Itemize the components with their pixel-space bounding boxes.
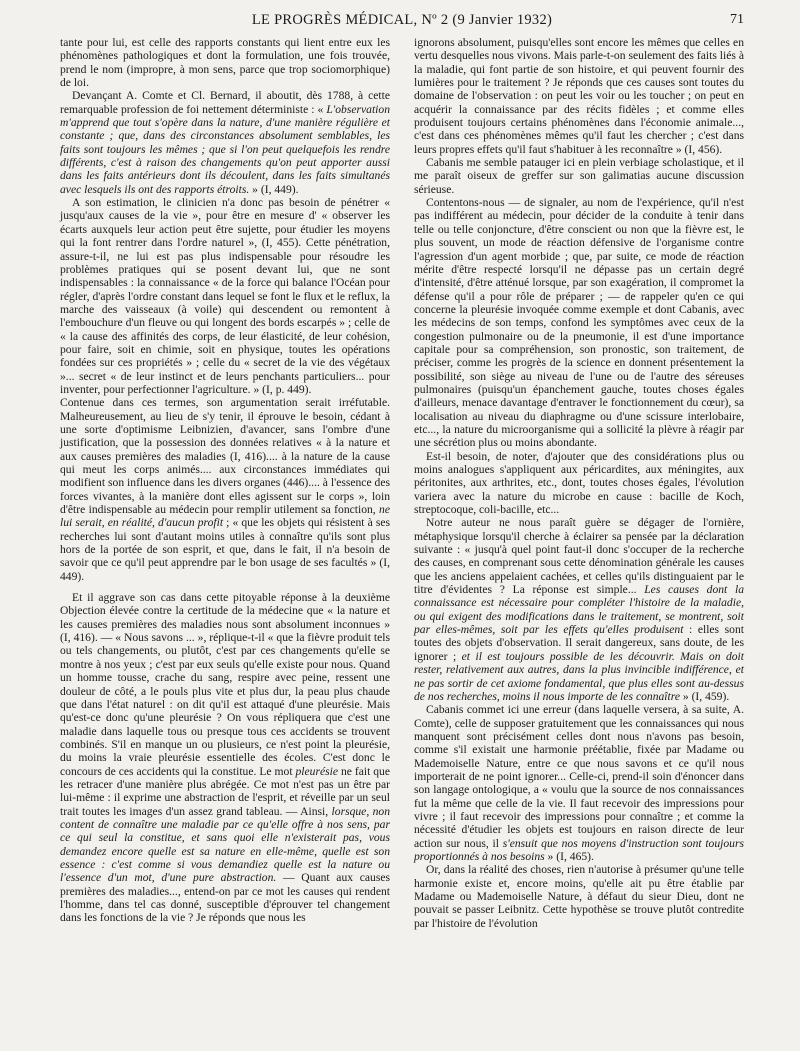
text-columns [60,36,744,930]
running-header [60,10,744,36]
text-run: » (I, 459). [679,689,730,703]
paragraph [60,36,390,89]
text-run: » (I, 465). [544,849,594,863]
paragraph [414,516,744,703]
left-column [60,36,390,930]
text-run: Est-il besoin, de noter, d'ajouter que des considérations plus ou moins analogues s'appliquent aux péricardites, aux méningites, aux péritonites, aux arthrites, etc., dont, toutes choses égales, l'évolution variera avec la nature du microbe en cause : bacille de Koch, streptocoque, coli-bacille, etc... [414,449,744,517]
paragraph [414,703,744,863]
text-run: ; « que les objets qui résistent à ses recherches lui sont d'autant moins utiles à connaître qu'ils sont plus hors de la portée de son esprit, et que, dans le fait, il n'a besoin de savoir que ce qu'il peut apprendre par le bon usage de ses facultés » (I, 449). [60,516,390,583]
text-run: Cabanis me semble patauger ici en plein verbiage scholastique, et il me paraît oiseux de greffer sur son galimatias aucune discussion sérieuse. [414,156,744,196]
text-run: » (I, 449). [249,182,299,196]
paragraph [60,591,390,925]
text-run: Or, dans la réalité des choses, rien n'autorise à présumer qu'une telle harmonie existe et, encore moins, qu'elle ait pu être établie par Madame ou Mademoiselle Nature, à défaut du sieur Dieu, dont ne pouvait se passer Leibnitz. Cette hypothèse se trouve plutôt contredite par l'histoire de l'évolution [414,863,744,930]
paragraph [60,396,390,583]
paragraph [60,89,390,196]
text-run: ne fait que les retracer d'une manière plus abrégée. Ce mot n'est pas un être par lui-même : il exprime une abstraction de l'esprit, et réveille par un seul trait toutes les images d'un assez grand tableau. — Ainsi, [60,764,390,818]
italic-text: pleurésie [295,764,338,778]
text-run: Contenue dans ces termes, son argumentation serait irréfutable. Malheureusement, au lieu de s'y tenir, il éprouve le besoin, cédant à une sorte d'optimisme Leibnizien, d'avancer, sans l'ombre d'une justification, que la possession des données relatives « à la nature et aux causes premières des maladies (I, 416).... à la nature de la cause qui meut les corps animés.... aux circonstances immédiates qui modifient son influence dans les divers organes (446).... à l'essence des forces vivantes, à la manière dont elles agissent sur le corps », loin d'être indispensable au médecin pour remplir utilement sa fonction, [60,396,390,517]
text-run: : elles sont toutes des objets d'observation. Il serait dangereux, sans doute, de les ignorer ; [414,623,744,663]
italic-text: ne lui serait, en réalité, d'aucun profit [60,503,390,530]
italic-text: L'observation m'apprend que tout s'opère dans la nature, d'une manière régulière et constante ; que, dans des circonstances absolument semblables, les faits sont toujours les mêmes ; que si l'on peut quelquefois les rendre différents, c'est à raison des changements qu'on peut apporter aussi dans les faits antérieurs dont ils découlent, dans les faits simultanés avec lesquels ils ont des rapports étroits. [60,102,390,196]
text-run: Contentons-nous — de signaler, au nom de l'expérience, qu'il n'est pas indifférent au médecin, pour décider de la conduite à tenir dans telle ou telle conjoncture, d'être conscient ou non que la fièvre est, le plus souvent, un mode de réaction défensive de l'organisme contre l'agression d'un agent morbide ; que, par suite, ce mode de réaction mérite d'être respecté lorsqu'il ne dépasse pas un certain degré d'intensité, d'être atténué lorsque, par son exagération, il compromet la défense qu'il a pour rôle de préparer ; — de rappeler qu'en ce qui concerne la pleurésie invoquée comme exemple et dont Cabanis, avec les médecins de son temps, confond les symptômes avec ceux de la congestion pulmonaire ou de la pneumonie, il est d'une importance capitale pour sa compréhension, son pronostic, son traitement, de préciser, comme les progrès de la science en donnent présentement la possibilité, son siège au niveau de l'une ou de l'autre des séreuses pulmonaires (puisqu'un épanchement gauche, toutes choses égales d'ailleurs, menace davantage d'entraver le fonctionnement du cœur), sa localisation au niveau du diaphragme ou d'une scissure interlobaire, etc..., la nature du microorganisme qui a sollicité la plèvre à réagir par une sécrétion plus ou moins abondante. [414,196,744,450]
paragraph [414,36,744,156]
paragraph [414,450,744,517]
text-run: ignorons absolument, puisqu'elles sont encore les mêmes que celles en vertu desquelles nous vivons. Mais parle-t-on seulement des faits liés à la maladie, qui font partie de son histoire, et qui peuvent fournir des lumières pour le traitement ? Je réponds que ces causes sont toutes du domaine de l'observation : on peut les voir ou les toucher ; on peut en acquérir la connaissance par des récits fidèles ; et comme elles produisent toujours certains phénomènes dans l'économie animale..., c'est dans ces phénomènes mêmes qu'il faut les chercher ; c'est dans leurs propres effets qu'il faut s'habituer à les reconnaître » (I, 456). [414,36,744,156]
paragraph [414,863,744,930]
text-run: — Quant aux causes premières des maladies..., entend-on par ce mot les causes qui rendent l'homme, dans tel cas donné, susceptible d'éprouver tel changement dans les fonctions de la vie ? Je réponds que nous les [60,871,390,925]
paragraph [414,156,744,196]
italic-text: lorsque, non content de connaître une maladie par ce qu'elle offre à nos sens, par ce qui seul la constitue, et sans quoi elle n'existerait pas, vous demandez encore quelle est sa nature en elle-même, quelle est son essence : c'est comme si vous demandiez quelle est la nature ou l'essence d'un mot, d'une pure abstraction. [60,804,390,885]
text-run: Et il aggrave son cas dans cette pitoyable réponse à la deuxième Objection élevée contre la certitude de la médecine que « la nature et les causes premières des maladies nous sont absolument inconnues » (I, 416). — « Nous savons ... », réplique-t-il « que la fièvre produit tels ou tels changements, ou plutôt, c'est par ces changements qu'elle se montre à nos yeux ; c'est par eux seuls qu'elle existe pour nous. Quand un homme tousse, crache du sang, respire avec peine, ressent une douleur de côté, a le pouls plus vite et plus dur, la peau plus chaude que dans l'état naturel : on dit qu'il est attaqué d'une pleurésie. Mais qu'est-ce donc qu'une pleurésie ? On vous répliquera que c'est une maladie dans laquelle tous ou presque tous ces accidents se trouvent combinés. S'il en manque un ou plusieurs, ce n'est point la pleurésie, du moins la vraie pleurésie essentielle des écoles. C'est donc le concours de ces accidents qui la constitue. Le mot [60,591,390,778]
text-run: A son estimation, le clinicien n'a donc pas besoin de pénétrer « jusqu'aux causes de la vie », pour être en mesure d' « observer les écarts auxquels leur action peut être sujette, pour étudier les moyens qui la font rentrer dans l'ordre naturel », (I, 455). Cette pénétration, assure-t-il, ne lui est pas plus indispensable pour résoudre les problèmes pratiques qui se posent devant lui, que ne sont indispensables : la connaissance « de la force qui balance l'Océan pour régler, d'après l'ordre constant dans lequel se font le flux et le reflux, la marche des vaisseaux (à voile) qui descendent ou remontent à l'embouchure d'un fleuve ou qui longent des bords escarpés » ; celle de « la cause des affinités des corps, de leur élasticité, de leur cohésion, pour faire, soit en chimie, soit en physique, toutes les opérations fondées sur ces propriétés » ; celle du « secret de la vie des végétaux »... secret « de leur instinct et de leurs penchants particuliers... pour inventer, pour perfectionner l'agriculture. » (I, p. 449). [60,196,390,396]
text-run: tante pour lui, est celle des rapports constants qui lient entre eux les phénomènes pathologiques et dont la formulation, une fois trouvée, prend le nom (impropre, à mon sens, parce que trop sociomorphique) de loi. [60,36,390,90]
text-run: Cabanis commet ici une erreur (dans laquelle versera, à sa suite, A. Comte), celle de supposer gratuitement que les connaissances qui nous manquent sont précisément celles dont nous n'avons pas besoin, comme s'il existait une harmonie préétablie, fixée par Madame ou Mademoiselle Nature, entre ce que nous savons et ce qu'il nous importerait de ne point ignorer... Celle-ci, prend-il soin d'énoncer dans son langage ontologique, a « voulu que la source de nos connaissances fut la même que celle de la vie. Il faut recevoir des impressions pour vivre ; il faut recevoir des impressions pour connaître ; et comme la nécessité d'étudier les objets est toujours en raison directe de leur action sur nous, il [414,703,744,850]
paragraph [414,196,744,450]
text-run: Notre auteur ne nous paraît guère se dégager de l'ornière, métaphysique lorsqu'il cherche à éclairer sa pensée par la déclaration suivante : « jusqu'à quel point faut-il donc s'occuper de la recherche des causes, en comprenant sous cette dénomination générale les causes que les anciens appelaient cachées, et celles qu'ils distinguaient par le titre d'évidentes ? La réponse est simple... [414,516,744,597]
italic-text: et il est toujours possible de les découvrir. Mais on doit rester, relativement aux autres, dans la plus invincible indifférence, et ne pas sortir de cet axiome fondamental, que plus elles sont au-dessus de nos recherches, moins il nous importe de les connaître [414,649,744,703]
right-column [414,36,744,930]
italic-text: s'ensuit que nos moyens d'instruction sont toujours proportionnés à nos besoins [414,836,744,863]
page-number: 71 [730,12,744,27]
running-title: LE PROGRÈS MÉDICAL, Nº 2 (9 Janvier 1932) [251,12,553,28]
paragraph [60,196,390,396]
italic-text: Les causes dont la connaissance est nécessaire pour compléter l'histoire de la maladie, ou qui exigent des modifications dans le traitement, se montrent, soit par elles-mêmes, soit par les effets qu'elles produisent [414,583,745,637]
text-run: Devançant A. Comte et Cl. Bernard, il aboutit, dès 1788, à cette remarquable profession de foi nettement déterministe : « [60,89,390,116]
